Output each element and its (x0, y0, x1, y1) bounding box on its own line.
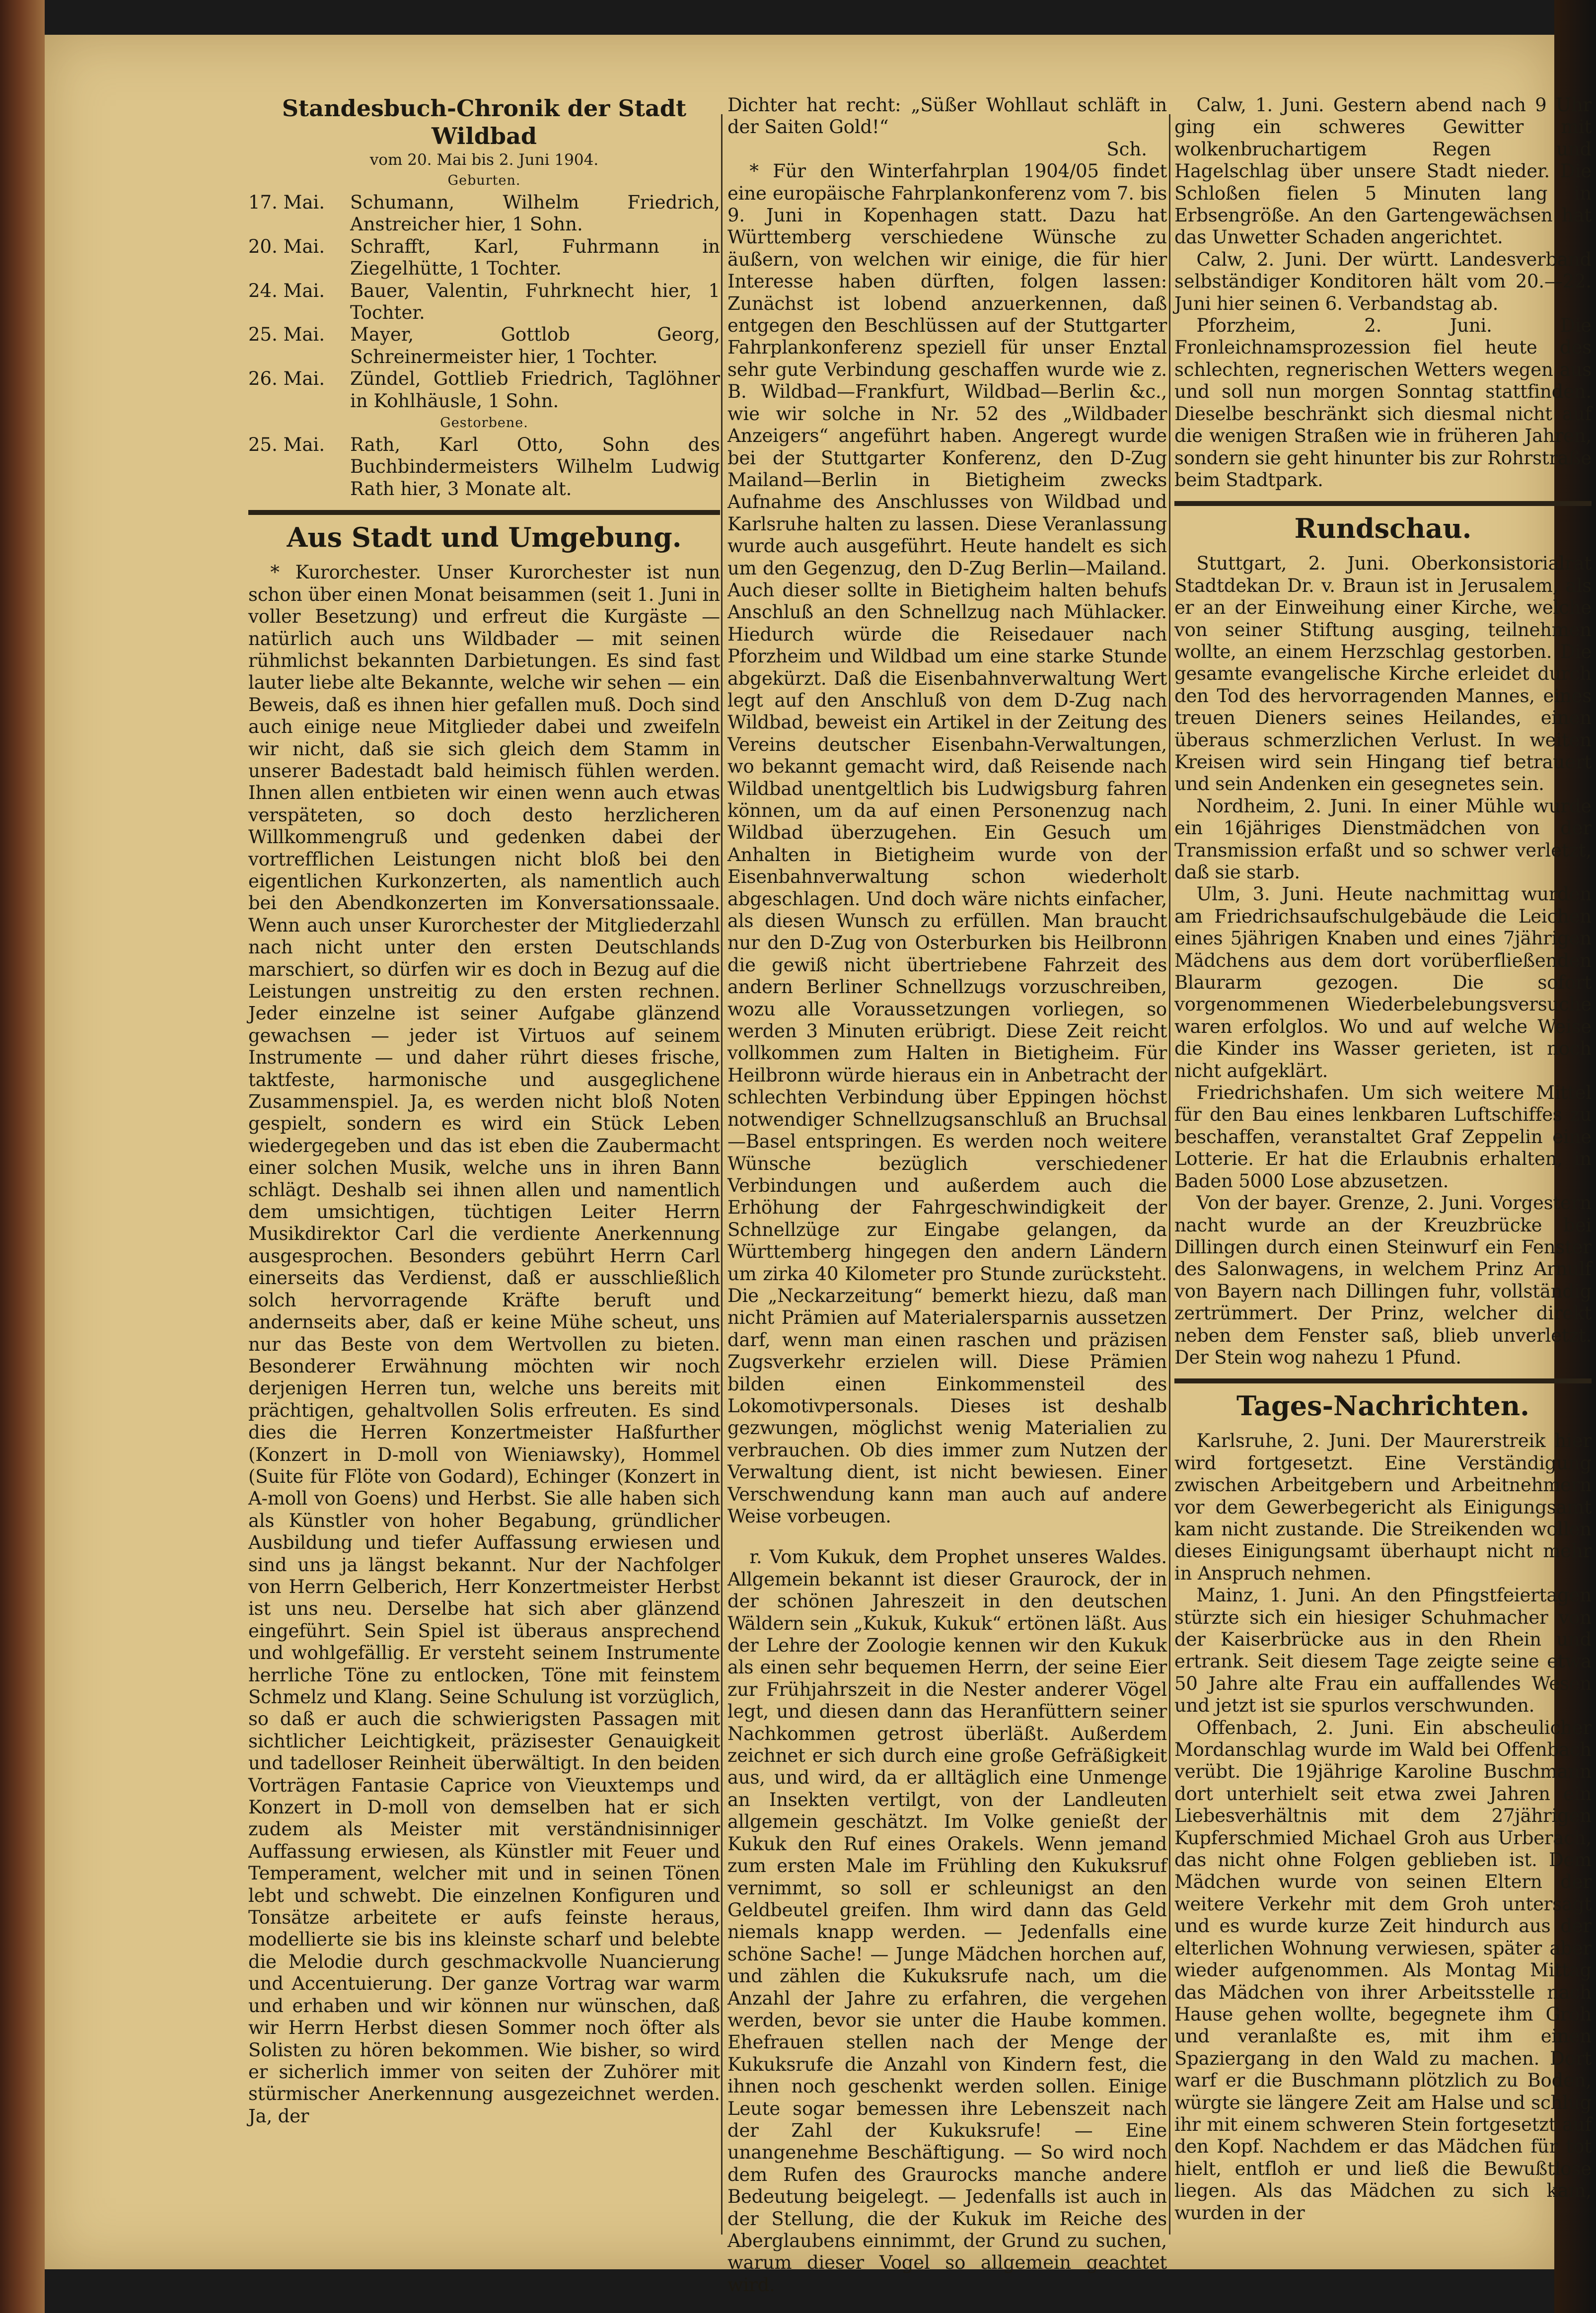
article-friedrichshafen: Friedrichshafen. Um sich weitere Mittel für den Bau eines lenkbaren Luftschiffes zu beschaffen, veranstaltet Graf Zeppelin eine Lotterie. Er hat die Erlaubnis erhalten, in Baden 5000 Lose abzusetzen. (1174, 1082, 1592, 1192)
article-pforzheim: Pforzheim, 2. Juni. Die Fronleichnamsprozession fiel heute des schlechten, regnerischen Wetters wegen aus und soll nun morgen Sonntag stattfinden. Dieselbe beschränkt sich diesmal nicht auf die wenigen Straßen wie in früheren Jahren, sondern sie geht hinunter bis zur Rohrstraße beim Stadtpark. (1174, 315, 1592, 491)
chronik-title: Standesbuch-Chronik der Stadt Wildbad (282, 95, 687, 149)
article-kurorchester: * Kurorchester. Unser Kurorchester ist nun schon über einen Monat beisammen (seit 1. Juni in voller Besetzung) und erfreut die Kurgäste — natürlich auch uns Wildbader — mit seinen rühmlichst bekannten Darbietungen. Es sind fast lauter liebe alte Bekannte, welche wir sehen — ein Beweis, daß es ihnen hier gefallen muß. Doch sind auch einige neue Mitglieder dabei und zweifeln wir nicht, daß sie sich gleich dem Stamm in unserer Badestadt bald heimisch fühlen werden. Ihnen allen entbieten wir einen wenn auch etwas verspäteten, so doch desto herzlicheren Willkommengruß und gedenken dabei der vortrefflichen Leistungen nicht bloß bei den eigentlichen Kurkonzerten, als namentlich auch bei den Abendkonzerten im Konversationssaale. Wenn auch unser Kurorchester der Mitgliederzahl nach nicht unter den ersten Deutschlands marschiert, so dürfen wir es doch in Bezug auf die Leistungen unstreitig zu den ersten rechnen. Jeder einzelne ist seiner Aufgabe glänzend gewachsen — jeder ist Virtuos auf seinem Instrumente — und daher rührt dieses frische, taktfeste, harmonische und ausgeglichene Zusammenspiel. Ja, es werden nicht bloß Noten gespielt, sondern es wird ein Stück Leben wiedergegeben und das ist eben die Zaubermacht einer solchen Musik, welche uns in ihren Bann schlägt. Deshalb sei ihnen allen und namentlich dem umsichtigen, tüchtigen Leiter Herrn Musikdirektor Carl die verdiente Anerkennung ausgesprochen. Besonders gebührt Herrn Carl einerseits das Verdienst, daß er ausschließlich solch hervorragende Kräfte beruft und andernseits aber, daß er keine Mühe scheut, uns nur das Beste von dem Wertvollen zu bieten. Besonderer Erwähnung möchten wir noch derjenigen Herren tun, welche uns bereits mit prächtigen, gehaltvollen Solis erfreuten. Es sind dies die Herren Konzertmeister Haßfurther (Konzert in D-moll von Wieniawsky), Hommel (Suite für Flöte von Godard), Echinger (Konzert in A-moll von Goens) und Herbst. Sie alle haben sich als Künstler von hoher Begabung, gründlicher Ausbildung und tiefer Auffassung erwiesen und sind uns ja längst bekannt. Nur der Nachfolger von Herrn Gelberich, Herr Konzertmeister Herbst ist uns neu. Derselbe hat sich aber glänzend eingeführt. Sein Spiel ist überaus ansprechend und wohlgefällig. Er versteht seinem Instrumente herrliche Töne zu entlocken, Töne mit feinstem Schmelz und Klang. Seine Schulung ist vorzüglich, so daß er auch die schwierigsten Passagen mit sichtlicher Leichtigkeit, präzisester Genauigkeit und tadelloser Reinheit überwältigt. In den beiden Vorträgen Fantasie Caprice von Vieuxtemps und Konzert in D-moll von demselben hat er sich zudem als Meister mit verständnisinniger Auffassung erwiesen, als Künstler mit Feuer und Temperament, welcher mit und in seinen Tönen lebt und schwebt. Die einzelnen Konfiguren und Tonsätze arbeitete er aufs feinste heraus, modellierte sie bis ins kleinste scharf und belebte die Melodie durch geschmackvolle Nuancierung und Accentuierung. Der ganze Vortrag war warm und erhaben und wir können nur wünschen, daß wir Herrn Herbst diesen Sommer noch öfter als Solisten zu hören bekommen. Wie bisher, so wird er sicherlich immer von seiten der Zuhörer mit stürmischer Anerkennung ausgezeichnet werden. Ja, der (248, 562, 720, 2127)
entry-text: Zündel, Gottlieb Friedrich, Taglöhner in Kohlhäusle, 1 Sohn. (350, 368, 720, 412)
death-entry (248, 434, 720, 500)
chronik-subtitle: vom 20. Mai bis 2. Juni 1904. (369, 151, 599, 169)
article-stuttgart: Stuttgart, 2. Juni. Oberkonsistorialrat Stadtdekan Dr. v. Braun ist in Jerusalem, als er an der Einweihung einer Kirche, welche von seiner Stiftung ausging, teilnehmen wollte, an einem Herzschlag gestorben. Die gesamte evangelische Kirche erleidet durch den Tod des hervorragenden Mannes, eines treuen Dieners seines Heilandes, einen überaus schmerzlichen Verlust. In weiten Kreisen wird sein Hingang tief betrauert und sein Andenken ein gesegnetes sein. (1174, 553, 1592, 795)
section-divider (248, 510, 720, 515)
article-mainz: Mainz, 1. Juni. An den Pfingstfeiertagen stürzte sich ein hiesiger Schuhmacher von der Kaiserbrücke aus in den Rhein und ertrank. Seit diesem Tage zeigte seine etwa 50 Jahre alte Frau ein auffallendes Wesen und jetzt ist sie spurlos verschwunden. (1174, 1585, 1592, 1717)
article-nordheim: Nordheim, 2. Juni. In einer Mühle wurde ein 16jähriges Dienstmädchen von der Transmission erfaßt und so schwer verletzt, daß sie starb. (1174, 795, 1592, 883)
column-3 (1174, 94, 1592, 2240)
section-heading-rundschau: Rundschau. (1294, 512, 1472, 545)
article-bayer-grenze: Von der bayer. Grenze, 2. Juni. Vorgestern nacht wurde an der Kreuzbrücke bei Dillingen durch einen Steinwurf ein Fenster des Salonwagens, in welchem Prinz Arnulf von Bayern nach Dillingen fuhr, vollständig zertrümmert. Der Prinz, welcher direkt neben dem Fenster saß, blieb unverletzt. Der Stein wog nahezu 1 Pfund. (1174, 1192, 1592, 1368)
section-divider (1174, 501, 1592, 506)
entry-text: Rath, Karl Otto, Sohn des Buchbindermeisters Wilhelm Ludwig Rath hier, 3 Monate alt. (350, 434, 720, 500)
entry-text: Schumann, Wilhelm Friedrich, Anstreicher hier, 1 Sohn. (350, 192, 720, 235)
newspaper-page (45, 35, 1592, 2296)
article-calw-1: Calw, 1. Juni. Gestern abend nach 9 Uhr ging ein schweres Gewitter mit wolkenbruchartigem Regen und Hagelschlag über unsere Stadt nieder. Die Schloßen fielen 5 Minuten lang in Erbsengröße. An den Gartengewächsen hat das Unwetter Schaden angerichtet. (1174, 94, 1592, 248)
birth-entry (248, 368, 720, 412)
article-gap (727, 1527, 1167, 1546)
entry-text: Bauer, Valentin, Fuhrknecht hier, 1 Tochter. (350, 280, 720, 324)
column-2 (727, 94, 1167, 2296)
deaths-heading: Gestorbene. (440, 415, 528, 431)
section-heading-tagesnachrichten: Tages-Nachrichten. (1236, 1390, 1529, 1422)
article-signature: Sch. (1106, 138, 1147, 160)
birth-entry (248, 192, 720, 236)
entry-text: Schrafft, Karl, Fuhrmann in Ziegelhütte, 1 Tochter. (350, 235, 720, 280)
entry-text: Mayer, Gottlob Georg, Schreinermeister hier, 1 Tochter. (350, 324, 720, 367)
entry-date: 25. Mai. (248, 324, 325, 346)
birth-entry (248, 324, 720, 368)
entry-date: 20. Mai. (248, 235, 325, 257)
column-rule (721, 114, 723, 2235)
article-kurorchester-continued: Dichter hat recht: „Süßer Wohllaut schläft in der Saiten Gold!“ (727, 94, 1167, 138)
article-ulm: Ulm, 3. Juni. Heute nachmittag wurden am Friedrichsaufschulgebäude die Leichen eines 5jährigen Knaben und eines 7jährigen Mädchens aus dem dort vorüberfließenden Blaurarm gezogen. Die sofort vorgenommenen Wiederbelebungsversuche waren erfolglos. Wo und auf welche Weise die Kinder ins Wasser gerieten, ist noch nicht aufgeklärt. (1174, 883, 1592, 1082)
article-offenbach: Offenbach, 2. Juni. Ein abscheulicher Mordanschlag wurde im Wald bei Offenbach verübt. Die 19jährige Karoline Buschmann dort unterhielt seit etwa zwei Jahren ein Liebesverhältnis mit dem 27jährigen Kupferschmied Michael Groh aus Urberach, das nicht ohne Folgen geblieben ist. Dem Mädchen wurde von seinen Eltern der weitere Verkehr mit dem Groh untersagt und es wurde kurze Zeit hindurch aus der elterlichen Wohnung verwiesen, später aber wieder aufgenommen. Als Montag Mittag das Mädchen von ihrer Arbeitsstelle nach Hause gehen wollte, begegnete ihm Groh und veranlaßte es, mit ihm einen Spaziergang in den Wald zu machen. Dort warf er die Buschmann plötzlich zu Boden, würgte sie längere Zeit am Halse und schlug ihr mit einem schweren Stein fortgesetzt auf den Kopf. Nachdem er das Mädchen für tot hielt, entfloh er und ließ die Bewußtlose liegen. Als das Mädchen zu sich kam, wurden in der (1174, 1717, 1592, 2224)
entry-date: 17. Mai. (248, 192, 325, 213)
section-heading-stadt: Aus Stadt und Umgebung. (287, 521, 682, 554)
entry-date: 24. Mai. (248, 280, 325, 301)
column-rule (1169, 114, 1170, 2235)
births-heading: Geburten. (447, 173, 521, 188)
article-calw-2: Calw, 2. Juni. Der württ. Landesverband selbständiger Konditoren hält vom 20.—22. Juni hier seinen 6. Verbandstag ab. (1174, 248, 1592, 314)
book-spine (0, 0, 45, 2313)
article-kukuk: r. Vom Kukuk, dem Prophet unseres Waldes. Allgemein bekannt ist dieser Graurock, der in der schönen Jahreszeit in den deutschen Wäldern sein „Kukuk, Kukuk“ ertönen läßt. Aus der Lehre der Zoologie kennen wir den Kukuk als einen sehr bequemen Herrn, der seine Eier zur Frühjahrszeit in die Nester anderer Vögel legt, und diesen dann das Heranfüttern seiner Nachkommen getrost überläßt. Außerdem zeichnet er sich durch eine große Gefräßigkeit aus, und wird, da er alltäglich eine Unmenge an Insekten vertilgt, von der Landleuten allgemein geschätzt. Im Volke genießt der Kukuk den Ruf eines Orakels. Wenn jemand zum ersten Male im Frühling den Kukuksruf vernimmt, so soll er schleunigst an den Geldbeutel greifen. Ihm wird dann das Geld niemals knapp werden. — Jedenfalls eine schöne Sache! — Junge Mädchen horchen auf, und zählen die Kukuksrufe nach, um die Anzahl der Jahre zu erfahren, die vergehen werden, bevor sie unter die Haube kommen. Ehefrauen stellen nach der Menge der Kukuksrufe die Anzahl von Kindern fest, die ihnen noch geschenkt werden sollen. Einige Leute sogar bemessen ihre Lebenszeit nach der Zahl der Kukuksrufe! — Eine unangenehme Beschäftigung. — So wird noch dem Rufen des Graurocks manche andere Bedeutung beigelegt. — Jedenfalls ist auch in der Stellung, die der Kukuk im Reiche des Aberglaubens einnimmt, der Grund zu suchen, warum dieser Vogel so allgemein geachtet wird. (727, 1546, 1167, 2296)
column-1 (248, 94, 720, 2240)
birth-entry (248, 236, 720, 280)
article-winterfahrplan: * Für den Winterfahrplan 1904/05 findet eine europäische Fahrplankonferenz vom 7. bis 9. Juni in Kopenhagen statt. Dazu hat Württemberg verschiedene Wünsche zu äußern, von welchen wir einige, die für hier Interesse haben dürften, folgen lassen: Zunächst ist lobend anzuerkennen, daß entgegen den Beschlüssen auf der Stuttgarter Fahrplankonferenz speziell für unser Enztal sehr gute Verbindung geschaffen wurde wie z. B. Wildbad—Frankfurt, Wildbad—Berlin &c., wie wir solche in Nr. 52 des „Wildbader Anzeigers“ angeführt haben. Angeregt wurde bei der Stuttgarter Konferenz, den D-Zug Mailand—Berlin in Bietigheim zwecks Aufnahme des Anschlusses von Wildbad und Karlsruhe halten zu lassen. Diese Veranlassung wurde auch ausgeführt. Heute handelt es sich um den Gegenzug, den D-Zug Berlin—Mailand. Auch dieser sollte in Bietigheim halten behufs Anschluß an den Schnellzug nach Mühlacker. Hiedurch würde die Reisedauer nach Pforzheim und Wildbad um eine starke Stunde abgekürzt. Daß die Eisenbahnverwaltung Wert legt auf den Anschluß von dem D-Zug nach Wildbad, beweist ein Artikel in der Zeitung des Vereins deutscher Eisenbahn-Verwaltungen, wo bekannt gemacht wird, daß Reisende nach Wildbad unentgeltlich bis Ludwigsburg fahren können, um da auf einen Personenzug nach Wildbad überzugehen. Ein Gesuch um Anhalten in Bietigheim wurde von der Eisenbahnverwaltung schon wiederholt abgeschlagen. Und doch wäre nichts einfacher, als diesen Wunsch zu erfüllen. Man braucht nur den D-Zug von Osterburken bis Heilbronn die gewiß nicht übertriebene Fahrzeit des andern Berliner Schnellzugs vorzuschreiben, wozu alle Voraussetzungen vorliegen, so werden 3 Minuten erübrigt. Diese Zeit reicht vollkommen zum Halten in Bietigheim. Für Heilbronn würde hieraus ein in Anbetracht der schlechten Verbindung über Eppingen höchst notwendiger Schnellzugsanschluß an Bruchsal—Basel entspringen. Es werden noch weitere Wünsche bezüglich verschiedener Verbindungen und außerdem auch die Erhöhung der Fahrgeschwindigkeit der Schnellzüge zur Eingabe gelangen, da Württemberg hingegen den andern Ländern um zirka 40 Kilometer pro Stunde zurücksteht. Die „Neckarzeitung“ bemerkt hiezu, daß man nicht Prämien auf Materialersparnis aussetzen darf, wenn man einen raschen und präzisen Zugsverkehr erzielen will. Diese Prämien bilden einen Einkommensteil des Lokomotivpersonals. Dieses ist deshalb gezwungen, möglichst wenig Materialien zu verbrauchen. Ob dies immer zum Nutzen der Verwaltung dient, ist nicht bewiesen. Einer Verschwendung kann man auch auf andere Weise vorbeugen. (727, 160, 1167, 1527)
entry-date: 26. Mai. (248, 368, 325, 390)
entry-date: 25. Mai. (248, 434, 325, 456)
section-divider (1174, 1378, 1592, 1383)
birth-entry (248, 280, 720, 324)
article-karlsruhe: Karlsruhe, 2. Juni. Der Maurerstreik hier wird fortgesetzt. Eine Verständigung zwischen Arbeitgebern und Arbeitnehmern vor dem Gewerbegericht als Einigungsamt kam nicht zustande. Die Streikenden wollen dieses Einigungsamt überhaupt nicht mehr in Anspruch nehmen. (1174, 1430, 1592, 1584)
